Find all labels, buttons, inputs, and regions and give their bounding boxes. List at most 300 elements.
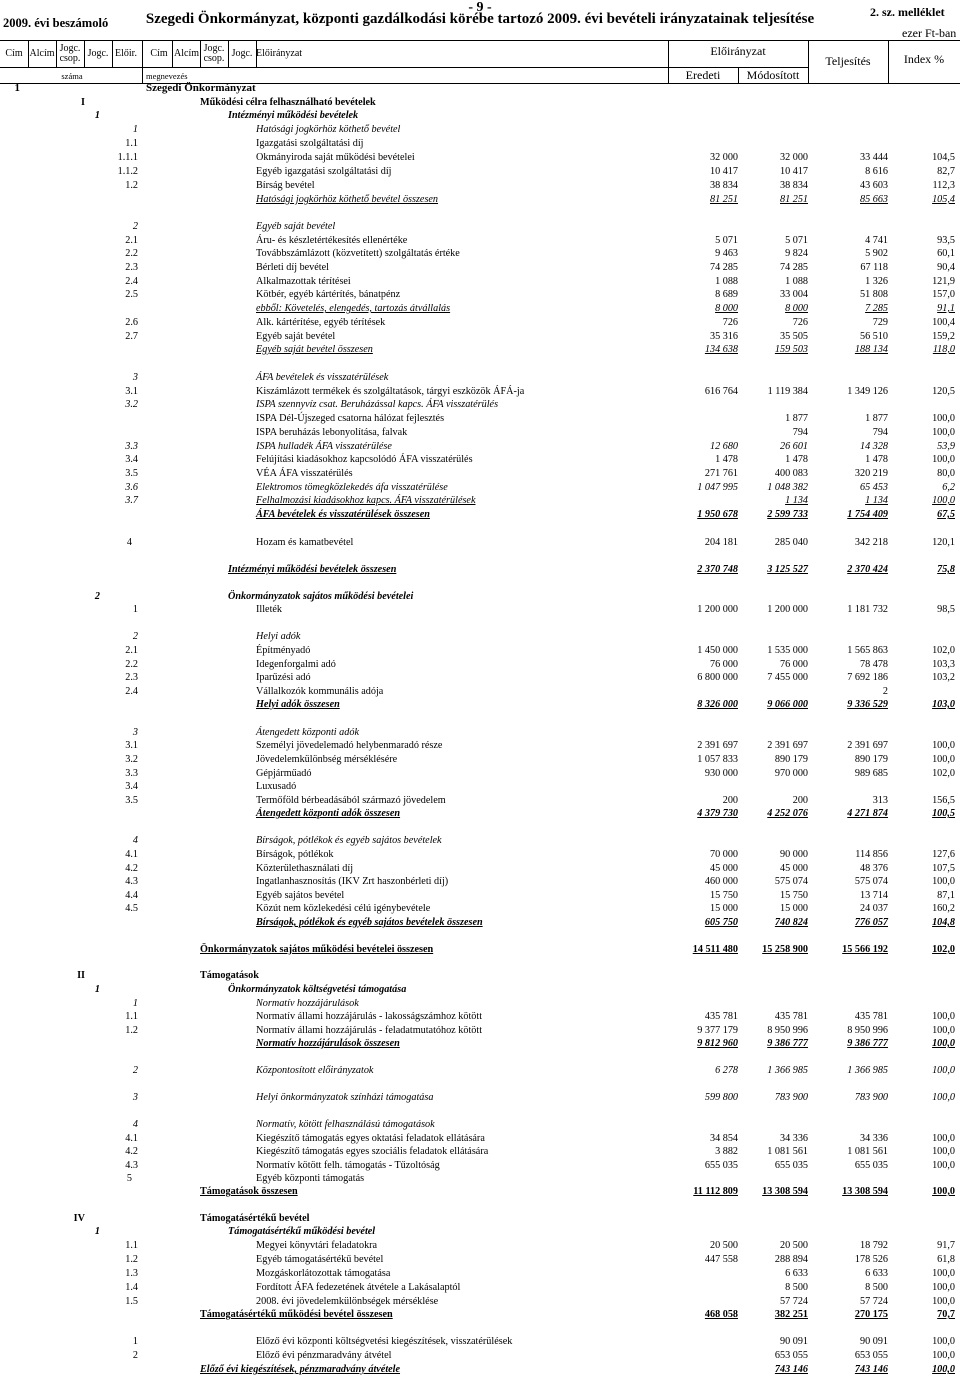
row-value-v1: 70 000 (709, 849, 738, 860)
row-value-v1: 655 035 (704, 1160, 738, 1171)
row-code: 3.3 (125, 441, 138, 452)
table-row (0, 1281, 960, 1294)
row-label: Normatív kötött felh. támogatás - Tűzoltóság (256, 1160, 440, 1171)
row-label: Támogatásértékű működési bevétel összesen (200, 1309, 393, 1320)
row-value-v3: 653 055 (854, 1350, 888, 1361)
row-value-v1: 12 680 (709, 441, 738, 452)
row-value-v4: 90,4 (937, 262, 955, 273)
row-value-v3: 794 (872, 427, 888, 438)
row-value-v4: 103,2 (932, 672, 955, 683)
row-value-v2: 74 285 (779, 262, 808, 273)
row-code: 4.5 (125, 903, 138, 914)
row-value-v3: 65 453 (859, 482, 888, 493)
row-value-v1: 5 071 (715, 235, 738, 246)
row-value-v4: 82,7 (937, 166, 955, 177)
row-label: Hozam és kamatbevétel (256, 537, 354, 548)
row-label: Okmányiroda saját működési bevételei (256, 152, 415, 163)
row-value-v2: 1 877 (785, 413, 808, 424)
row-value-v4: 100,0 (932, 1133, 955, 1144)
row-value-v1: 11 112 809 (693, 1186, 738, 1197)
table-row (0, 1335, 960, 1348)
row-label: Bírságok, pótlékok (256, 849, 334, 860)
row-value-v2: 5 071 (785, 235, 808, 246)
row-value-v3: 4 741 (865, 235, 888, 246)
row-value-v3: 989 685 (854, 768, 888, 779)
row-value-v2: 76 000 (779, 659, 808, 670)
row-value-v2: 32 000 (779, 152, 808, 163)
row-label: Felhalmozási kiadásokhoz kapcs. ÁFA visszatérülések (256, 495, 476, 506)
row-code: 1 (94, 110, 100, 121)
row-value-v1: 2 391 697 (697, 740, 738, 751)
row-value-v4: 61,8 (937, 1254, 955, 1265)
row-value-v4: 104,8 (932, 917, 955, 928)
table-row (0, 123, 960, 136)
row-value-v2: 288 894 (774, 1254, 808, 1265)
row-value-v4: 100,0 (932, 427, 955, 438)
row-value-v2: 1 366 985 (767, 1065, 808, 1076)
row-code: 2.1 (125, 645, 138, 656)
row-value-v1: 200 (722, 795, 738, 806)
row-code: 1.1 (125, 1240, 138, 1251)
row-value-v1: 15 000 (709, 903, 738, 914)
row-value-v2: 400 083 (774, 468, 808, 479)
table-row (0, 834, 960, 847)
row-code: 2 (132, 1350, 138, 1361)
row-value-v1: 271 761 (704, 468, 738, 479)
col-eloir: Előir. (115, 48, 137, 59)
table-row (0, 426, 960, 439)
table-row (0, 889, 960, 902)
table-row (0, 767, 960, 780)
table-row (0, 165, 960, 178)
row-code: 2.6 (125, 317, 138, 328)
row-code: 1.1.2 (117, 166, 138, 177)
row-value-v4: 100,0 (932, 495, 955, 506)
row-value-v2: 1 134 (785, 495, 808, 506)
row-value-v1: 1 057 833 (697, 754, 738, 765)
row-value-v2: 15 750 (779, 890, 808, 901)
row-code: 3.5 (125, 795, 138, 806)
table-row (0, 1225, 960, 1238)
row-value-v2: 794 (792, 427, 808, 438)
row-code: 3.7 (125, 495, 138, 506)
row-label: ÁFA bevételek és visszatérülések összesen (256, 509, 430, 520)
row-value-v2: 2 391 697 (767, 740, 808, 751)
row-label: Egyéb igazgatási szolgáltatási díj (256, 166, 392, 177)
row-label: Intézményi működési bevételek összesen (228, 564, 397, 575)
row-value-v3: 1 478 (865, 454, 888, 465)
table-row (0, 453, 960, 466)
table-row (0, 726, 960, 739)
row-label: Bírságok, pótlékok és egyéb sajátos bevételek összesen (256, 917, 483, 928)
row-value-v1: 134 638 (704, 344, 738, 355)
row-value-v3: 8 616 (865, 166, 888, 177)
row-value-v2: 890 179 (774, 754, 808, 765)
row-code: 2 (94, 591, 100, 602)
row-value-v2: 2 599 733 (767, 509, 808, 520)
row-value-v3: 270 175 (854, 1309, 888, 1320)
row-label: Önkormányzatok sajátos működési bevételei (228, 591, 414, 602)
table-row (0, 1185, 960, 1198)
row-label: Iparűzési adó (256, 672, 311, 683)
row-value-v2: 382 251 (774, 1309, 808, 1320)
row-label: Támogatások (200, 970, 259, 981)
row-label: Támogatásértékű bevétel (200, 1213, 310, 1224)
row-value-v4: 98,5 (937, 604, 955, 615)
report-label: 2009. évi beszámoló (3, 16, 109, 30)
row-value-v2: 8 000 (785, 303, 808, 314)
row-value-v3: 783 900 (854, 1092, 888, 1103)
row-label: Bírság bevétel (256, 180, 315, 191)
row-value-v2: 1 478 (785, 454, 808, 465)
row-value-v2: 740 824 (774, 917, 808, 928)
table-row (0, 644, 960, 657)
table-row (0, 137, 960, 150)
row-code: 2.2 (125, 248, 138, 259)
row-value-v4: 87,1 (937, 890, 955, 901)
row-label: Előző évi kiegészítések, pénzmaradvány átvétele (200, 1364, 401, 1375)
row-value-v1: 8 000 (715, 303, 738, 314)
row-value-v2: 783 900 (774, 1092, 808, 1103)
row-value-v3: 51 808 (859, 289, 888, 300)
row-code: 1 (94, 984, 100, 995)
row-code: I (81, 97, 85, 108)
row-label: Támogatásértékű működési bevétel (228, 1226, 376, 1237)
table-row (0, 1145, 960, 1158)
row-code: 2.7 (125, 331, 138, 342)
row-value-v1: 599 800 (704, 1092, 738, 1103)
row-code: 4.3 (125, 876, 138, 887)
row-value-v4: 112,3 (932, 180, 955, 191)
row-value-v3: 34 336 (859, 1133, 888, 1144)
row-value-v1: 9 463 (715, 248, 738, 259)
table-row (0, 508, 960, 521)
table-row (0, 916, 960, 929)
table-row (0, 1239, 960, 1252)
table-row (0, 794, 960, 807)
row-value-v4: 100,0 (932, 1282, 955, 1293)
row-value-v1: 9 812 960 (697, 1038, 738, 1049)
row-code: 3.2 (125, 754, 138, 765)
row-value-v1: 1 200 000 (697, 604, 738, 615)
row-value-v3: 18 792 (859, 1240, 888, 1251)
row-label: Előző évi pénzmaradvány átvétel (256, 1350, 392, 1361)
row-value-v2: 45 000 (779, 863, 808, 874)
row-label: Építményadó (256, 645, 311, 656)
row-value-v2: 38 834 (779, 180, 808, 191)
table-row (0, 603, 960, 616)
row-value-v1: 74 285 (709, 262, 738, 273)
row-value-v2: 6 633 (785, 1268, 808, 1279)
row-value-v2: 1 200 000 (767, 604, 808, 615)
row-value-v3: 1 349 126 (847, 386, 888, 397)
row-code: 1 (94, 1226, 100, 1237)
row-label: Felújítási kiadásokhoz kapcsolódó ÁFA visszatérülés (256, 454, 473, 465)
row-label: Elektromos tömegközlekedés áfa visszatérülése (256, 482, 448, 493)
row-value-v4: 67,5 (937, 509, 955, 520)
row-label: Helyi adók (256, 631, 301, 642)
row-code: 1.2 (125, 180, 138, 191)
row-value-v2: 7 455 000 (767, 672, 808, 683)
table-row (0, 412, 960, 425)
row-code: 1.1.1 (117, 152, 138, 163)
table-row (0, 96, 960, 109)
row-label: VÉA ÁFA visszatérülés (256, 468, 353, 479)
row-code: 1.5 (125, 1296, 138, 1307)
row-value-v3: 8 500 (865, 1282, 888, 1293)
table-row (0, 1253, 960, 1266)
table-row (0, 969, 960, 982)
row-label: Áru- és készletértékesítés ellenértéke (256, 235, 408, 246)
row-value-v4: 100,0 (932, 1146, 955, 1157)
table-row (0, 536, 960, 549)
table-row (0, 590, 960, 603)
table-row (0, 275, 960, 288)
row-value-v1: 35 316 (709, 331, 738, 342)
row-value-v4: 80,0 (937, 468, 955, 479)
row-value-v1: 1 950 678 (697, 509, 738, 520)
row-value-v4: 157,0 (932, 289, 955, 300)
row-value-v4: 107,5 (932, 863, 955, 874)
row-code: 1 (132, 1336, 138, 1347)
row-value-v3: 890 179 (854, 754, 888, 765)
row-value-v1: 616 764 (704, 386, 738, 397)
table-row (0, 997, 960, 1010)
table-row (0, 848, 960, 861)
row-value-v2: 285 040 (774, 537, 808, 548)
row-value-v4: 103,0 (932, 699, 955, 710)
row-value-v1: 20 500 (709, 1240, 738, 1251)
table-row (0, 220, 960, 233)
row-value-v3: 729 (872, 317, 888, 328)
table-row (0, 739, 960, 752)
row-code: 1.3 (125, 1268, 138, 1279)
table-row (0, 440, 960, 453)
col-szama: száma (61, 71, 83, 81)
row-code: 2.3 (125, 672, 138, 683)
col-jogc: Jogc. (87, 48, 109, 59)
row-code: 4 (132, 1119, 138, 1130)
row-code: 2.2 (125, 659, 138, 670)
row-label: Hatósági jogkörhöz köthető bevétel (256, 124, 401, 135)
row-value-v1: 1 450 000 (697, 645, 738, 656)
table-row (0, 943, 960, 956)
table-row (0, 1118, 960, 1131)
row-value-v1: 468 058 (704, 1309, 738, 1320)
row-value-v3: 56 510 (859, 331, 888, 342)
row-value-v4: 93,5 (937, 235, 955, 246)
table-row (0, 1363, 960, 1376)
row-label: Továbbszámlázott (közvetített) szolgáltatás értéke (256, 248, 460, 259)
row-value-v2: 33 004 (779, 289, 808, 300)
row-label: Jövedelemkülönbség mérséklésére (256, 754, 398, 765)
col-eloiranyzat-small: Előirányzat (256, 48, 303, 59)
row-value-v4: 120,5 (932, 386, 955, 397)
row-value-v3: 67 118 (860, 262, 888, 273)
row-value-v2: 15 258 900 (762, 944, 808, 955)
row-value-v4: 121,9 (932, 276, 955, 287)
row-value-v2: 1 119 384 (767, 386, 808, 397)
row-code: 2 (132, 1065, 138, 1076)
row-label: Előző évi központi költségvetési kiegészítések, visszatérülések (256, 1336, 513, 1347)
row-value-v1: 2 370 748 (697, 564, 738, 575)
table-row (0, 1024, 960, 1037)
row-code: 3.4 (125, 454, 138, 465)
row-label: Közterülethasználati díj (256, 863, 354, 874)
table-row (0, 467, 960, 480)
table-row (0, 1132, 960, 1145)
table-row (0, 398, 960, 411)
table-row (0, 807, 960, 820)
row-code: 3.1 (125, 386, 138, 397)
row-code: 1 (14, 82, 20, 94)
row-value-v2: 34 336 (779, 1133, 808, 1144)
row-value-v1: 605 750 (704, 917, 738, 928)
row-code: 2 (132, 221, 138, 232)
row-label: Egyéb saját bevétel összesen (256, 344, 373, 355)
table-row (0, 330, 960, 343)
table-row (0, 1010, 960, 1023)
row-label: ÁFA bevételek és visszatérülések (256, 372, 389, 383)
row-value-v1: 726 (722, 317, 738, 328)
row-value-v2: 81 251 (779, 194, 808, 205)
row-value-v4: 105,4 (932, 194, 955, 205)
col-modositott: Módosított (746, 68, 800, 82)
row-value-v3: 743 146 (854, 1364, 888, 1375)
row-value-v4: 70,7 (937, 1309, 955, 1320)
row-label: Közút nem közlekedési célú igénybevétele (256, 903, 431, 914)
table-row (0, 1037, 960, 1050)
row-value-v4: 118,0 (932, 344, 955, 355)
row-label: Helyi adók összesen (256, 699, 340, 710)
row-value-v3: 313 (872, 795, 888, 806)
row-value-v3: 2 (882, 686, 888, 697)
table-row (0, 1172, 960, 1185)
row-value-v3: 7 692 186 (847, 672, 888, 683)
row-value-v2: 575 074 (774, 876, 808, 887)
row-value-v1: 38 834 (709, 180, 738, 191)
row-value-v4: 91,1 (937, 303, 955, 314)
row-code: 3 (132, 1092, 138, 1103)
row-code: 1.2 (125, 1025, 138, 1036)
row-value-v4: 100,0 (932, 1350, 955, 1361)
row-value-v2: 1 048 382 (767, 482, 808, 493)
row-value-v2: 159 503 (774, 344, 808, 355)
table-row (0, 385, 960, 398)
row-value-v2: 26 601 (779, 441, 808, 452)
row-label: 2008. évi jövedelemkülönbségek mérséklése (256, 1296, 439, 1307)
row-code: 1 (132, 604, 138, 615)
row-value-v2: 3 125 527 (767, 564, 808, 575)
row-label: Egyéb támogatásértékű bevétel (256, 1254, 384, 1265)
row-value-v4: 103,3 (932, 659, 955, 670)
row-value-v1: 8 326 000 (697, 699, 738, 710)
row-label: Átengedett központi adók (256, 727, 359, 738)
row-label: Termőföld bérbeadásából származó jövedelem (256, 795, 446, 806)
row-label: Idegenforgalmi adó (256, 659, 336, 670)
row-value-v1: 1 478 (715, 454, 738, 465)
table-row (0, 151, 960, 164)
row-value-v3: 178 526 (854, 1254, 888, 1265)
row-value-v4: 100,0 (932, 1268, 955, 1279)
row-label: Egyéb központi támogatás (256, 1173, 365, 1184)
row-value-v1: 204 181 (704, 537, 738, 548)
row-code: II (77, 970, 85, 981)
row-code: 4.2 (125, 863, 138, 874)
row-value-v2: 9 066 000 (767, 699, 808, 710)
row-label: Vállalkozók kommunális adója (256, 686, 384, 697)
row-value-v3: 4 271 874 (847, 808, 888, 819)
row-value-v3: 1 181 732 (847, 604, 888, 615)
table-row (0, 1267, 960, 1280)
table-row (0, 862, 960, 875)
row-value-v2: 970 000 (774, 768, 808, 779)
row-code: 2.4 (125, 276, 138, 287)
table-row (0, 494, 960, 507)
row-code: 2.1 (125, 235, 138, 246)
row-label: Alk. kártérítése, egyéb térítések (256, 317, 386, 328)
row-value-v4: 100,0 (932, 1011, 955, 1022)
row-code: 3.2 (125, 399, 138, 410)
col-alcim-2: Alcím (174, 48, 199, 59)
row-value-v1: 435 781 (704, 1011, 738, 1022)
col-cim: Cím (5, 48, 23, 59)
row-value-v3: 435 781 (854, 1011, 888, 1022)
row-value-v3: 6 633 (865, 1268, 888, 1279)
row-value-v3: 1 754 409 (847, 509, 888, 520)
table-row (0, 902, 960, 915)
col-teljesites: Teljesítés (825, 54, 871, 68)
row-label: Kiszámlázott termékek és szolgáltatások, tárgyi eszközök ÁFÁ-ja (256, 386, 525, 397)
row-value-v3: 575 074 (854, 876, 888, 887)
table-row (0, 234, 960, 247)
row-value-v3: 9 336 529 (847, 699, 888, 710)
row-value-v2: 20 500 (779, 1240, 808, 1251)
row-label: Egyéb saját bevétel (256, 331, 336, 342)
row-value-v4: 100,0 (932, 1065, 955, 1076)
row-label: Normatív, kötött felhasználású támogatások (256, 1119, 435, 1130)
row-value-v3: 57 724 (859, 1296, 888, 1307)
row-value-v3: 9 386 777 (847, 1038, 888, 1049)
row-value-v3: 90 091 (859, 1336, 888, 1347)
table-row (0, 753, 960, 766)
row-code: 3 (132, 727, 138, 738)
col-jogc-csop: Jogc. csop. (59, 43, 81, 64)
row-label: Hatósági jogkörhöz köthető bevétel összesen (256, 194, 439, 205)
table-row (0, 193, 960, 206)
row-value-v4: 102,0 (932, 768, 955, 779)
table-row (0, 1212, 960, 1225)
row-value-v3: 1 565 863 (847, 645, 888, 656)
row-code: 3.1 (125, 740, 138, 751)
table-row (0, 302, 960, 315)
col-index: Index % (903, 52, 945, 66)
row-value-v1: 8 689 (715, 289, 738, 300)
row-value-v1: 14 511 480 (692, 944, 738, 955)
row-value-v3: 8 950 996 (847, 1025, 888, 1036)
row-code: 3.6 (125, 482, 138, 493)
row-label: Normatív hozzájárulások összesen (256, 1038, 400, 1049)
row-value-v1: 4 379 730 (697, 808, 738, 819)
row-value-v4: 100,0 (932, 876, 955, 887)
row-value-v1: 3 882 (715, 1146, 738, 1157)
row-label: Önkormányzatok költségvetési támogatása (228, 984, 407, 995)
row-value-v3: 78 478 (859, 659, 888, 670)
row-label: ISPA Dél-Újszeged csatorna hálózat fejlesztés (256, 413, 445, 424)
row-label: Mozgáskorlátozottak támogatása (256, 1268, 391, 1279)
row-value-v4: 100,0 (932, 754, 955, 765)
unit-label: ezer Ft-ban (902, 26, 957, 40)
